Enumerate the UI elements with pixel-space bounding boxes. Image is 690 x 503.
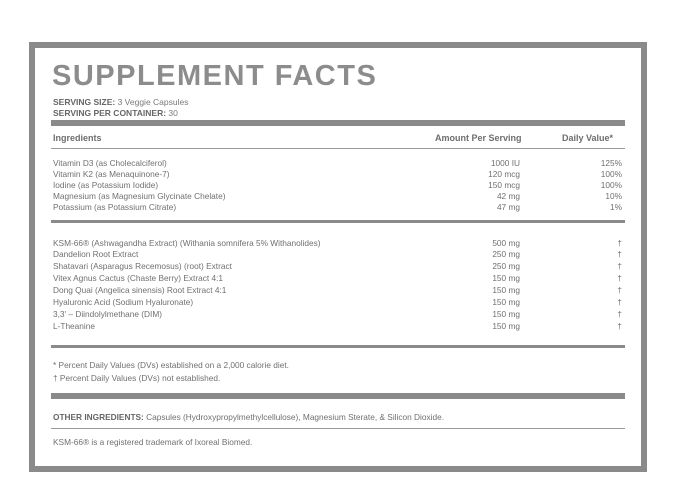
ingredient-amount: 150 mg [492, 273, 520, 283]
ingredient-amount: 500 mg [492, 238, 520, 248]
table-row [51, 169, 625, 179]
footnote-dv: * Percent Daily Values (DVs) established on a 2,000 calorie diet. [53, 360, 289, 370]
ingredient-amount: 250 mg [492, 261, 520, 271]
table-row [51, 297, 625, 307]
trademark-note: KSM-66® is a registered trademark of Ixoreal Biomed. [53, 437, 253, 447]
ingredient-amount: 150 mg [492, 285, 520, 295]
ingredient-amount: 42 mg [496, 191, 520, 201]
serving-size-label: SERVING SIZE: [53, 97, 116, 107]
divider-medium [51, 220, 625, 223]
other-ingredients-label: OTHER INGREDIENTS: [53, 412, 144, 422]
divider-thin [51, 428, 625, 429]
ingredient-amount: 47 mg [496, 202, 520, 212]
divider-thick [51, 393, 625, 399]
ingredient-name: Potassium (as Potassium Citrate) [53, 202, 177, 212]
ingredient-amount: 120 mcg [488, 169, 520, 179]
ingredient-amount: 150 mg [492, 297, 520, 307]
ingredient-dv: † [617, 238, 622, 248]
ingredient-dv: 100% [600, 180, 622, 190]
supplement-facts-panel [29, 42, 647, 472]
ingredient-dv: 1% [610, 202, 622, 212]
ingredient-dv: 10% [605, 191, 622, 201]
ingredient-name: L-Theanine [53, 321, 95, 331]
ingredient-dv: † [617, 249, 622, 259]
ingredient-amount: 1000 IU [490, 158, 520, 168]
table-row [51, 202, 625, 212]
serving-size-value: 3 Veggie Capsules [117, 97, 189, 107]
ingredient-amount: 150 mcg [488, 180, 520, 190]
serving-size [53, 97, 188, 107]
table-row [51, 249, 625, 259]
table-row [51, 158, 625, 168]
servings-per-container-label: SERVING PER CONTAINER: [53, 108, 167, 118]
header-amount: Amount Per Serving [435, 133, 522, 143]
ingredient-name: Dandelion Root Extract [53, 249, 139, 259]
other-ingredients-text: Capsules (Hydroxypropylmethylcellulose), Magnesium Sterate, & Silicon Dioxide. [146, 412, 445, 422]
header-ingredients: Ingredients [53, 133, 102, 143]
servings-per-container [53, 108, 178, 118]
divider-medium [51, 345, 625, 348]
table-row [51, 309, 625, 319]
ingredient-dv: † [617, 321, 622, 331]
ingredient-name: KSM-66® (Ashwagandha Extract) (Withania somnifera 5% Withanolides) [53, 238, 321, 248]
table-row [51, 273, 625, 283]
ingredient-dv: † [617, 309, 622, 319]
ingredient-name: Vitamin K2 (as Menaquinone-7) [53, 169, 170, 179]
ingredient-name: Magnesium (as Magnesium Glycinate Chelate) [53, 191, 226, 201]
header-daily-value: Daily Value* [562, 133, 614, 143]
divider-thin [51, 148, 625, 149]
table-row [51, 285, 625, 295]
servings-per-container-value: 30 [168, 108, 178, 118]
ingredient-dv: † [617, 285, 622, 295]
ingredient-dv: 100% [600, 169, 622, 179]
ingredient-name: Iodine (as Potassium Iodide) [53, 180, 159, 190]
ingredient-name: 3,3' – Diindolylmethane (DIM) [53, 309, 163, 319]
table-row [51, 238, 625, 248]
ingredient-amount: 250 mg [492, 249, 520, 259]
ingredient-dv: † [617, 297, 622, 307]
table-row [51, 321, 625, 331]
ingredient-name: Dong Quai (Angelica sinensis) Root Extract 4:1 [53, 285, 227, 295]
ingredient-dv: † [617, 261, 622, 271]
ingredient-dv: 125% [600, 158, 622, 168]
footnote-dagger: † Percent Daily Values (DVs) not established. [53, 373, 221, 383]
ingredient-dv: † [617, 273, 622, 283]
ingredient-name: Vitamin D3 (as Cholecalciferol) [53, 158, 167, 168]
table-row [51, 261, 625, 271]
table-row [51, 180, 625, 190]
ingredient-name: Hyaluronic Acid (Sodium Hyaluronate) [53, 297, 194, 307]
table-row [51, 191, 625, 201]
panel-title: SUPPLEMENT FACTS [52, 60, 378, 92]
ingredient-amount: 150 mg [492, 309, 520, 319]
divider-thick [51, 120, 625, 126]
ingredient-name: Shatavari (Asparagus Recemosus) (root) Extract [53, 261, 232, 271]
ingredient-amount: 150 mg [492, 321, 520, 331]
other-ingredients [53, 412, 444, 422]
ingredient-name: Vitex Agnus Cactus (Chaste Berry) Extract 4:1 [53, 273, 224, 283]
